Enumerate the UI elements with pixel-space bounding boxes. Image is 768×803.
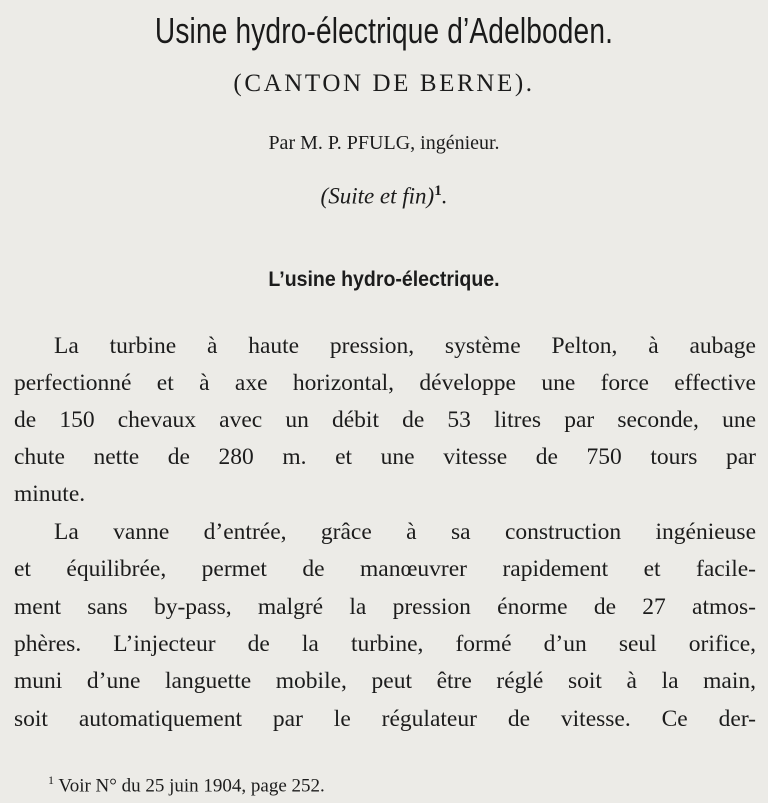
paragraph-line: ment sans by-pass, malgré la pression énorme de 27 atmos-	[14, 594, 756, 620]
article-title: Usine hydro-électrique d’Adelboden.	[154, 10, 614, 51]
article-subtitle: (CANTON DE BERNE).	[233, 70, 535, 97]
continuation-text: (Suite et fin)	[320, 183, 435, 209]
footnote-marker: 1	[48, 773, 54, 787]
paragraph-line: chute nette de 280 m. et une vitesse de 750 tours par	[14, 444, 756, 470]
paragraph-line: minute.	[14, 481, 86, 507]
footnote	[48, 773, 325, 797]
footnote-text: Voir N° du 25 juin 1904, page 252.	[58, 775, 325, 797]
paragraph-line: phères. L’injecteur de la turbine, formé d’un seul orifice,	[14, 631, 756, 657]
article-byline: Par M. P. PFULG, ingénieur.	[268, 132, 500, 154]
paragraph-line: de 150 chevaux avec un débit de 53 litres par seconde, une	[14, 407, 756, 433]
paragraph-line: soit automatiquement par le régulateur de vitesse. Ce der-	[14, 706, 756, 732]
paragraph-line: muni d’une languette mobile, peut être réglé soit à la main,	[14, 668, 756, 694]
paragraph-line: La vanne d’entrée, grâce à sa construction ingénieuse	[54, 519, 756, 545]
paragraph-line: La turbine à haute pression, système Pelton, à aubage	[54, 333, 756, 359]
continuation-suffix: .	[441, 183, 448, 209]
paragraph-line: perfectionné et à axe horizontal, développe une force effective	[14, 370, 756, 396]
paragraph-line: et équilibrée, permet de manœuvrer rapidement et facile-	[14, 556, 756, 582]
section-heading: L’usine hydro-électrique.	[268, 268, 500, 291]
footnote-reference: 1	[434, 183, 442, 199]
continuation-note	[0, 183, 768, 210]
